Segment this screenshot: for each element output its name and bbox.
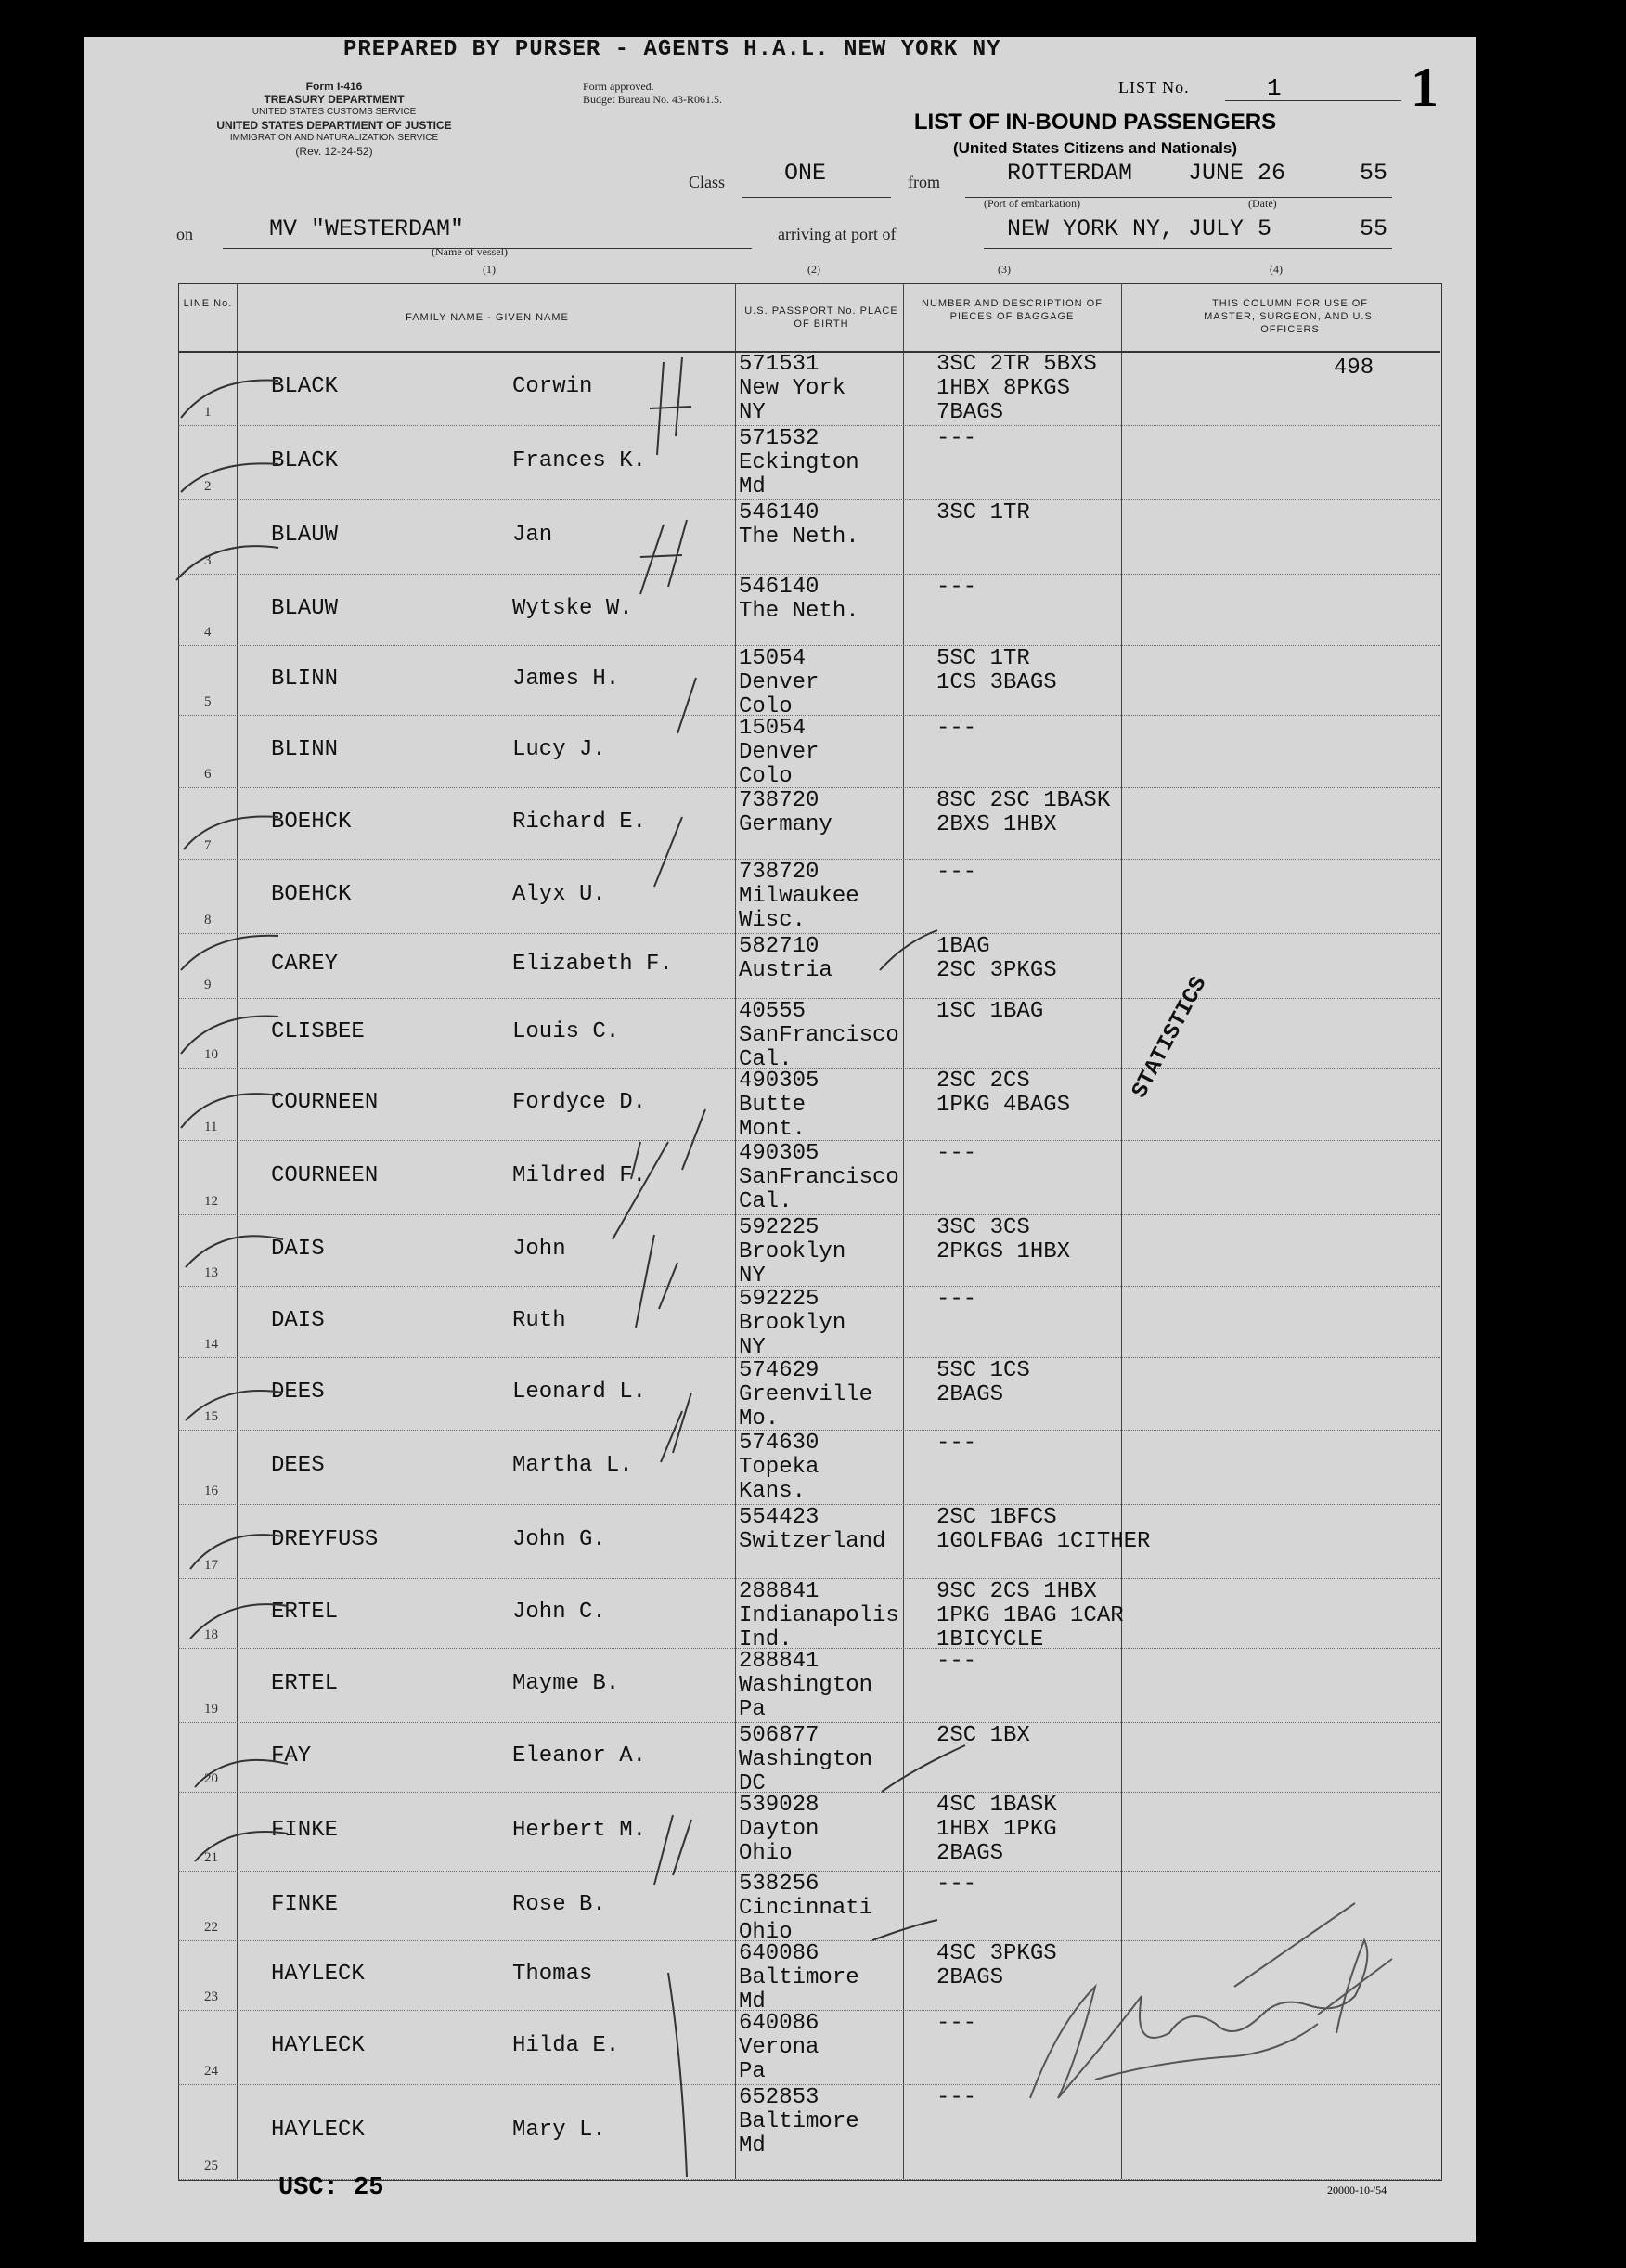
line-number: 2 [204, 479, 212, 494]
given-name: Fordyce D. [512, 1090, 647, 1115]
line-number: 14 [204, 1337, 218, 1352]
baggage-description: --- [936, 1431, 977, 1456]
arrival-port-date: NEW YORK NY, JULY 5 [1007, 215, 1272, 242]
given-name: Elizabeth F. [512, 952, 673, 977]
form-identifier-block: Form I-416 TREASURY DEPARTMENT UNITED STATES CUSTOMS SERVICE UNITED STATES DEPARTMENT OF JUSTICE IMMIGRATION AND NATURALIZATION SERVICE (Rev. 12-24-52) [216, 80, 452, 158]
check-mark [181, 936, 278, 970]
baggage-description: --- [936, 426, 977, 451]
family-name: FAY [271, 1743, 312, 1769]
family-name: ERTEL [271, 1671, 339, 1696]
line-number: 12 [204, 1194, 218, 1209]
baggage-description: 4SC 1BASK 1HBX 1PKG 2BAGS [936, 1793, 1057, 1866]
family-name: DAIS [271, 1236, 325, 1262]
baggage-description: 2SC 2CS 1PKG 4BAGS [936, 1069, 1071, 1118]
family-name: HAYLECK [271, 2118, 365, 2143]
date-note: (Date) [1248, 197, 1277, 210]
class-value: ONE [784, 160, 827, 187]
check-mark [181, 381, 278, 419]
arrival-year: 55 [1360, 215, 1388, 242]
line-number: 17 [204, 1558, 218, 1573]
embarkation-date: JUNE 26 [1188, 160, 1286, 187]
baggage-description: 3SC 3CS 2PKGS 1HBX [936, 1215, 1071, 1264]
family-name: BLINN [271, 666, 339, 692]
passport-birthplace: 546140 The Neth. [739, 500, 859, 550]
line-number: 10 [204, 1047, 218, 1062]
line-number: 1 [204, 405, 212, 420]
baggage-description: 1BAG 2SC 3PKGS [936, 934, 1057, 983]
column-number-1: (1) [483, 263, 496, 276]
line-number: 9 [204, 978, 212, 992]
check-mark [190, 1535, 283, 1569]
baggage-description: --- [936, 1287, 977, 1312]
given-name: Hilda E. [512, 2033, 620, 2058]
given-name: Richard E. [512, 809, 647, 835]
tally-mark [661, 1393, 691, 1462]
family-name: DEES [271, 1453, 325, 1478]
class-label: Class [689, 173, 726, 191]
port-embarkation-note: (Port of embarkation) [984, 197, 1080, 210]
list-number-label: LIST No. [1118, 78, 1190, 97]
check-mark [880, 930, 937, 970]
list-number-value: 1 [1267, 74, 1282, 102]
family-name: BLINN [271, 737, 339, 762]
passport-birthplace: 640086 Baltimore Md [739, 1941, 859, 2015]
check-mark [186, 1391, 283, 1420]
given-name: Wytske W. [512, 595, 633, 621]
given-name: Lucy J. [512, 737, 606, 762]
column-number-2: (2) [807, 263, 820, 276]
line-number: 16 [204, 1484, 218, 1498]
vessel-name: MV "WESTERDAM" [269, 215, 465, 242]
line-number: 7 [204, 838, 212, 853]
col-header-baggage: NUMBER AND DESCRIPTION OF PIECES OF BAGGAGE [922, 298, 1103, 322]
prepared-by-line: PREPARED BY PURSER - AGENTS H.A.L. NEW YORK NY [343, 37, 1001, 62]
passport-birthplace: 582710 Austria [739, 934, 832, 983]
family-name: COURNEEN [271, 1163, 379, 1188]
passport-birthplace: 571532 Eckington Md [739, 426, 859, 499]
from-label: from [908, 173, 940, 191]
passport-birthplace: 652853 Baltimore Md [739, 2085, 859, 2158]
given-name: Thomas [512, 1961, 593, 1987]
baggage-description: --- [936, 575, 977, 600]
baggage-description: 3SC 1TR [936, 500, 1030, 525]
tally-mark [636, 1235, 678, 1328]
sheet-number: 1 [1411, 57, 1439, 118]
given-name: John [512, 1236, 566, 1262]
family-name: BLAUW [271, 595, 339, 621]
line-number: 11 [204, 1120, 218, 1134]
baggage-description: 4SC 3PKGS 2BAGS [936, 1941, 1057, 1990]
form-print-code: 20000-10-'54 [1327, 2184, 1387, 2197]
given-name: Louis C. [512, 1018, 620, 1044]
statistics-stamp: STATISTICS [1128, 972, 1213, 1103]
line-number: 5 [204, 694, 212, 709]
passport-birthplace: 506877 Washington DC [739, 1723, 873, 1796]
form-approval-note: Form approved. Budget Bureau No. 43-R061.5. [583, 80, 722, 106]
passport-birthplace: 640086 Verona Pa [739, 2011, 819, 2084]
family-name: FINKE [271, 1891, 339, 1917]
port-of-embarkation: ROTTERDAM [1007, 160, 1133, 187]
passport-birthplace: 539028 Dayton Ohio [739, 1793, 819, 1866]
page-title: LIST OF IN-BOUND PASSENGERS [913, 110, 1277, 135]
col-header-name: FAMILY NAME - GIVEN NAME [406, 312, 569, 323]
family-name: DREYFUSS [271, 1527, 379, 1552]
check-mark [181, 463, 278, 492]
baggage-description: 5SC 1TR 1CS 3BAGS [936, 646, 1057, 695]
family-name: HAYLECK [271, 2033, 365, 2058]
line-number: 6 [204, 767, 212, 782]
tally-mark [640, 520, 687, 594]
baggage-description: --- [936, 860, 977, 885]
baggage-description: --- [936, 1649, 977, 1674]
passport-birthplace: 288841 Indianapolis Ind. [739, 1579, 899, 1652]
check-mark [872, 1920, 937, 1940]
passport-birthplace: 738720 Germany [739, 788, 832, 837]
family-name: DAIS [271, 1307, 325, 1333]
passport-birthplace: 738720 Milwaukee Wisc. [739, 860, 859, 933]
given-name: John G. [512, 1527, 606, 1552]
line-number: 4 [204, 625, 212, 640]
given-name: Jan [512, 523, 553, 548]
given-name: Martha L. [512, 1453, 633, 1478]
family-name: BOEHCK [271, 882, 352, 907]
baggage-description: 8SC 2SC 1BASK 2BXS 1HBX [936, 788, 1111, 837]
check-mark [195, 1760, 288, 1787]
tally-mark [654, 678, 696, 887]
given-name: Ruth [512, 1307, 566, 1333]
check-mark [195, 1832, 288, 1861]
line-number: 22 [204, 1920, 218, 1935]
arriving-label: arriving at port of [778, 225, 897, 243]
given-name: Eleanor A. [512, 1743, 647, 1769]
tally-mark [613, 1109, 705, 1239]
col-header-line-no: LINE No. [183, 298, 233, 309]
line-number: 13 [204, 1265, 218, 1280]
family-name: BLAUW [271, 523, 339, 548]
check-mark [176, 546, 278, 580]
given-name: Corwin [512, 374, 593, 399]
check-marks [176, 357, 965, 2177]
family-name: BOEHCK [271, 809, 352, 835]
passport-birthplace: 288841 Washington Pa [739, 1649, 873, 1722]
passport-birthplace: 554423 Switzerland [739, 1505, 886, 1554]
family-name: DEES [271, 1380, 325, 1405]
line-number: 24 [204, 2064, 218, 2079]
given-name: Mildred F. [512, 1163, 647, 1188]
family-name: ERTEL [271, 1599, 339, 1625]
passport-birthplace: 546140 The Neth. [739, 575, 859, 624]
passport-birthplace: 538256 Cincinnati Ohio [739, 1872, 873, 1945]
given-name: Alyx U. [512, 882, 606, 907]
passport-birthplace: 574629 Greenville Mo. [739, 1358, 873, 1432]
line-number: 15 [204, 1409, 218, 1424]
baggage-description: 2SC 1BX [936, 1723, 1030, 1748]
given-name: Leonard L. [512, 1380, 647, 1405]
given-name: John C. [512, 1599, 606, 1625]
passport-birthplace: 490305 SanFrancisco Cal. [739, 1141, 899, 1214]
passport-birthplace: 592225 Brooklyn NY [739, 1215, 846, 1289]
passport-birthplace: 571531 New York NY [739, 352, 846, 425]
family-name: COURNEEN [271, 1090, 379, 1115]
line-number: 3 [204, 553, 212, 568]
baggage-description: 3SC 2TR 5BXS 1HBX 8PKGS 7BAGS [936, 352, 1097, 425]
tally-mark [654, 1815, 691, 1885]
usc-count: USC: 25 [278, 2174, 384, 2202]
line-number: 25 [204, 2158, 218, 2173]
family-name: CAREY [271, 952, 339, 977]
passport-birthplace: 15054 Denver Colo [739, 646, 819, 719]
margin-line [668, 1973, 687, 2177]
baggage-description: --- [936, 1141, 977, 1166]
baggage-description: --- [936, 1872, 977, 1897]
check-mark [186, 1236, 283, 1267]
baggage-description: 9SC 2CS 1HBX 1PKG 1BAG 1CAR 1BICYCLE [936, 1579, 1124, 1652]
line-number: 18 [204, 1627, 218, 1642]
baggage-description: --- [936, 2085, 977, 2110]
vessel-note: (Name of vessel) [432, 245, 508, 258]
given-name: Mayme B. [512, 1671, 620, 1696]
family-name: BLACK [271, 448, 339, 473]
baggage-description: 1SC 1BAG [936, 999, 1044, 1024]
check-mark [190, 1604, 288, 1639]
baggage-description: --- [936, 716, 977, 741]
passport-birthplace: 15054 Denver Colo [739, 716, 819, 789]
line-number: 20 [204, 1771, 218, 1786]
line-number: 8 [204, 913, 212, 927]
column-number-3: (3) [998, 263, 1011, 276]
line-number: 21 [204, 1850, 218, 1865]
embarkation-year: 55 [1360, 160, 1388, 187]
line-number: 19 [204, 1702, 218, 1717]
passport-birthplace: 574630 Topeka Kans. [739, 1431, 819, 1504]
baggage-description: --- [936, 2011, 977, 2036]
passport-birthplace: 592225 Brooklyn NY [739, 1287, 846, 1360]
column-number-4: (4) [1270, 263, 1283, 276]
family-name: BLACK [271, 374, 339, 399]
col-header-passport: U.S. PASSPORT No. PLACE OF BIRTH [744, 305, 898, 330]
given-name: James H. [512, 666, 620, 692]
check-mark [184, 816, 278, 849]
check-mark [882, 1745, 965, 1792]
given-name: Mary L. [512, 2118, 606, 2143]
check-mark [181, 1094, 278, 1128]
inspector-signature [1030, 1903, 1392, 2098]
page-subtitle: (United States Citizens and Nationals) [952, 139, 1238, 157]
on-label: on [176, 225, 193, 243]
baggage-description: 5SC 1CS 2BAGS [936, 1358, 1030, 1407]
tally-mark [650, 357, 691, 455]
family-name: FINKE [271, 1817, 339, 1843]
family-name: HAYLECK [271, 1961, 365, 1987]
passport-birthplace: 490305 Butte Mont. [739, 1069, 819, 1142]
baggage-description: 2SC 1BFCS 1GOLFBAG 1CITHER [936, 1505, 1151, 1554]
col-header-officers: THIS COLUMN FOR USE OF MASTER, SURGEON, AND U.S. OFFICERS [1204, 298, 1376, 335]
passport-birthplace: 40555 SanFrancisco Cal. [739, 999, 899, 1072]
check-mark [181, 1017, 278, 1055]
given-name: Rose B. [512, 1891, 606, 1917]
line-number: 23 [204, 1989, 218, 2004]
family-name: CLISBEE [271, 1018, 365, 1044]
officer-note: 498 [1334, 356, 1374, 381]
given-name: Frances K. [512, 448, 647, 473]
given-name: Herbert M. [512, 1817, 647, 1843]
